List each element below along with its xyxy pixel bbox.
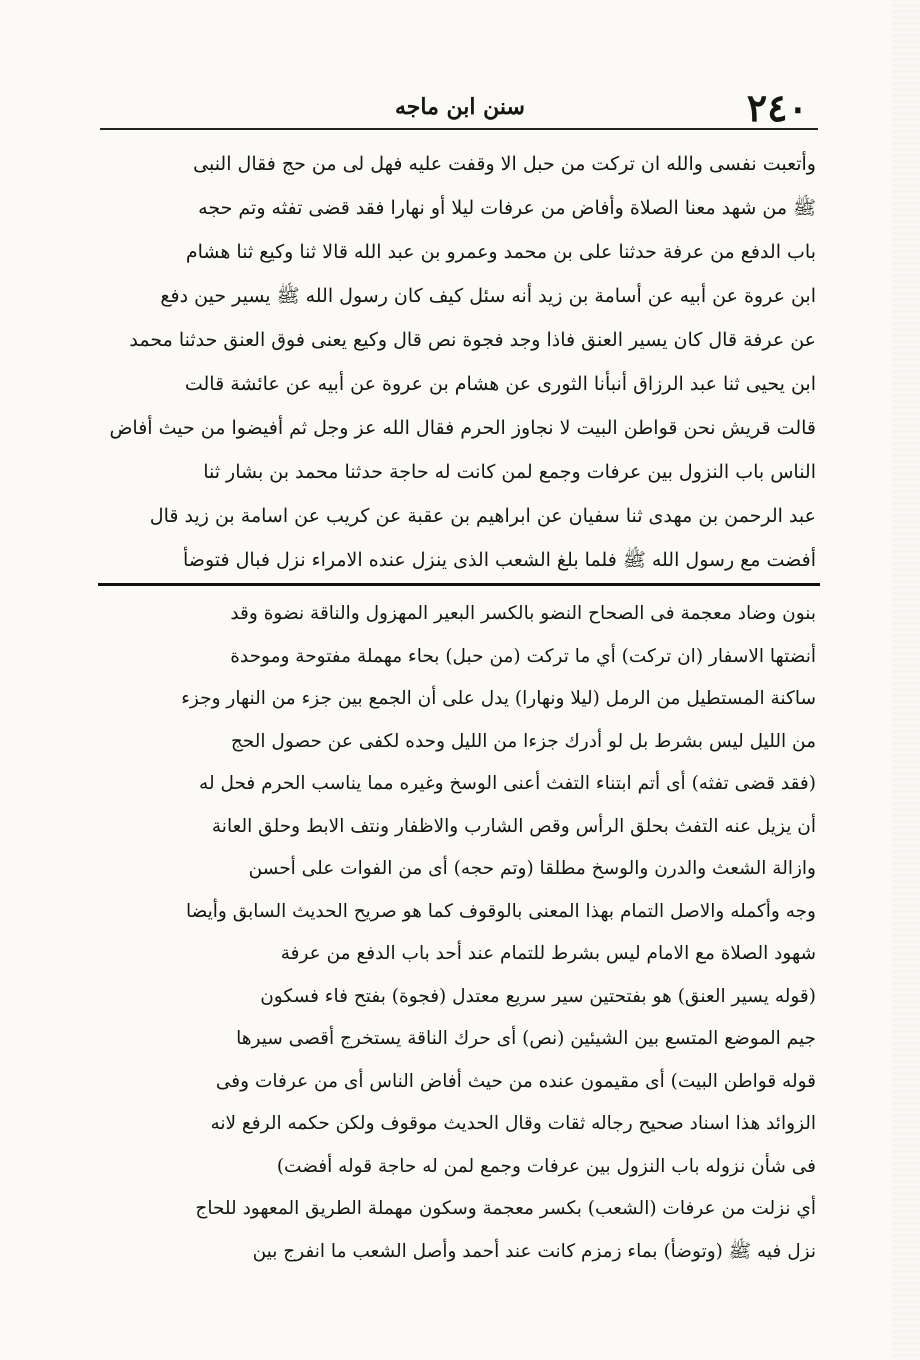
main-text-line: الناس باب النزول بين عرفات وجمع لمن كانت له حاجة حدثنا محمد بن بشار ثنا	[203, 461, 816, 483]
commentary-line: (قوله يسير العنق) هو بفتحتين سير سريع معتدل (فجوة) بفتح فاء فسكون	[260, 985, 816, 1007]
page-header	[100, 86, 820, 130]
main-text-line: قالت قريش نحن قواطن البيت لا نجاوز الحرم فقال الله عز وجل ثم أفيضوا من حيث أفاض	[109, 417, 816, 439]
commentary-line: فى شأن نزوله باب النزول بين عرفات وجمع لمن له حاجة قوله أفضت)	[276, 1155, 816, 1177]
main-text-line: ابن عروة عن أبيه عن أسامة بن زيد أنه سئل كيف كان رسول الله ﷺ يسير حين دفع	[160, 285, 816, 307]
main-text-line: ﷺ من شهد معنا الصلاة وأفاض من عرفات ليلا أو نهارا فقد قضى تفثه وتم حجه	[198, 197, 816, 219]
commentary-line: أنضتها الاسفار (ان تركت) أي ما تركت (من حبل) بحاء مهملة مفتوحة وموحدة	[230, 645, 816, 667]
main-text-line: أفضت مع رسول الله ﷺ فلما بلغ الشعب الذى ينزل عنده الامراء نزل فبال فتوضأ	[183, 549, 816, 571]
commentary-line: شهود الصلاة مع الامام ليس بشرط للتمام عند أحد باب الدفع من عرفة	[280, 943, 816, 964]
commentary-line: الزوائد هذا اسناد صحيح رجاله ثقات وقال الحديث موقوف ولكن حكمه الرفع لانه	[210, 1113, 816, 1134]
commentary-line: قوله قواطن البيت) أى مقيمون عنده من حيث أفاض الناس أى من عرفات وفى	[215, 1070, 816, 1092]
main-text-line: ابن يحيى ثنا عبد الرزاق أنبأنا الثورى عن هشام بن عروة عن أبيه عن عائشة قالت	[184, 373, 816, 395]
main-text-line: باب الدفع من عرفة حدثنا على بن محمد وعمرو بن عبد الله قالا ثنا وكيع ثنا هشام	[185, 241, 816, 263]
commentary-text	[96, 593, 816, 1273]
commentary-line: ساكنة المستطيل من الرمل (ليلا ونهارا) يدل على أن الجمع بين جزء من النهار وجزء	[181, 688, 816, 709]
commentary-line: بنون وضاد معجمة فى الصحاح النضو بالكسر البعير المهزول والناقة نضوة وقد	[230, 603, 816, 624]
commentary-line: وجه وأكمله والاصل التمام بهذا المعنى بالوقوف كما هو صريح الحديث السابق وأيضا	[185, 900, 816, 922]
commentary-line: (فقد قضى تفثه) أى أتم ابتناء التفث أعنى الوسخ وغيره مما يناسب الحرم فحل له	[199, 773, 816, 794]
commentary-line: أن يزيل عنه التفث بحلق الرأس وقص الشارب والاظفار ونتف الابط وحلق العانة	[211, 815, 816, 837]
page-number: ٢٤٠	[746, 85, 808, 130]
header-rule	[100, 128, 818, 130]
page-edge-texture	[892, 0, 920, 1360]
commentary-line: وازالة الشعث والدرن والوسخ مطلقا (وتم حجه) أى من الفوات على أحسن	[248, 858, 816, 879]
commentary-line: جيم الموضع المتسع بين الشيئين (نص) أى حرك الناقة يستخرج أقصى سيرها	[236, 1028, 816, 1049]
main-text-line: عبد الرحمن بن مهدى ثنا سفيان عن ابراهيم بن عقبة عن كريب عن اسامة بن زيد قال	[149, 505, 816, 527]
section-divider	[98, 583, 820, 586]
commentary-line: أي نزلت من عرفات (الشعب) بكسر معجمة وسكون مهملة الطريق المعهود للحاج	[195, 1198, 816, 1219]
commentary-line: من الليل ليس بشرط بل لو أدرك جزءا من الليل وحده لكفى عن حصول الحج	[230, 730, 816, 752]
main-text-line: وأتعبت نفسى والله ان تركت من حبل الا وقفت عليه فهل لى من حج فقال النبى	[193, 153, 816, 175]
hadith-main-text	[96, 142, 816, 582]
main-text-line: عن عرفة قال كان يسير العنق فاذا وجد فجوة نص قال وكيع يعنى فوق العنق حدثنا محمد	[129, 329, 816, 351]
book-title: سنن ابن ماجه	[394, 94, 525, 120]
commentary-line: نزل فيه ﷺ (وتوضأ) بماء زمزم كانت عند أحمد وأصل الشعب ما انفرج بين	[252, 1240, 816, 1262]
